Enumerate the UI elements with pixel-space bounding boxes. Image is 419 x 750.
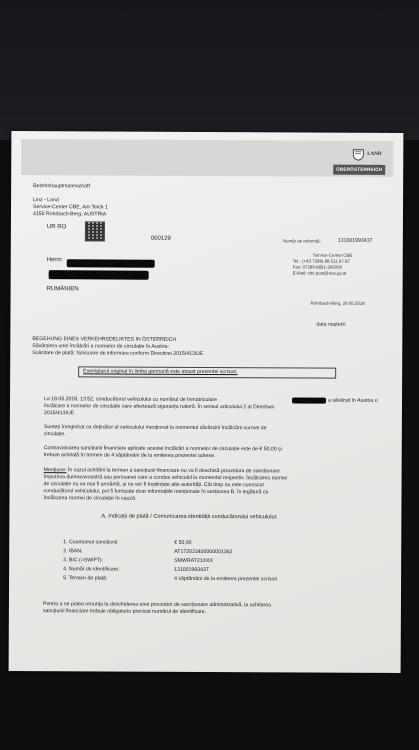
barcode-label: UR RO [46, 224, 67, 231]
paragraph-1-line-2: încălcare a normelor de circulație care afectează siguranța rutieră. În sensul articolului 2 al Directivei [43, 403, 275, 411]
crest-icon [351, 149, 365, 161]
oberoesterreich-logo [333, 147, 385, 181]
footer-line-1: Pentru a se putea renunța la deschiderea unei proceduri de sancționare administrativă, la achitarea [42, 601, 272, 609]
contact-line-3: Fax: 07289-8851-295000 [292, 264, 343, 270]
subject-payment-request: Solicitare de plată: Scrisoare de informare conform Directivei 2015/413/UE [32, 350, 204, 357]
payment-value: SMWRAT21XXX [174, 557, 214, 565]
paragraph-4-line-3: de circulație nu va mai fi urmărită, și nu vor fi înștiințate alte autorități. Cât timp nu este cunoscut [43, 481, 264, 489]
mention-heading: Mențiune: [43, 467, 67, 474]
notice-text: Exemplarul original în limba germană este atașat prezentei scrisori. [83, 368, 238, 376]
payment-value: 4 săptămâni de la emiterea prezentei scrisori [174, 575, 278, 583]
background [0, 0, 419, 140]
paragraph-1-line-1: La 18.05.2018, 13:52, conducătorul vehiculului cu numărul de înmatriculare [43, 396, 218, 404]
payment-label: 2. IBAN: [63, 548, 83, 555]
sender-district: Linz - Land [33, 197, 59, 204]
logo-name-text: OBERÖSTERREICH [333, 165, 385, 175]
recipient-salutation: Herrn [46, 257, 62, 264]
paragraph-4-line-4: conducătorul vehiculului, pot fi furnizate doar informațiile menționate în secțiunea B, în legătură cu [43, 488, 269, 496]
mention-text: În cazul achitării la termen a sancțiunii financiare nu va fi deschisă procedura de sancționare [66, 467, 280, 475]
reference-label: Număr de referință: [282, 238, 321, 244]
paragraph-4-line-5: încălcarea normei de circulație în cauză. [43, 495, 137, 502]
paragraph-3-line-2: trebuie achitată în termen de 4 săptămâni de la emiterea prezentei adrese. [43, 452, 216, 460]
notice-box [78, 366, 336, 378]
sender-authority: Bezirkshauptmannschaft [33, 183, 90, 190]
letter-page [9, 131, 404, 673]
sender-office: Service-Center CBE, Am Teich 1 [33, 204, 108, 211]
subject-german: BEGEHUNG EINES VERKEHRSDELIKTES IN ÖSTERREICH [32, 336, 177, 343]
paragraph-1-line-1b: a săvârșit în Austria o [327, 397, 378, 404]
paragraph-3-line-1: Contravaloarea sancțiunii financiare aplicate acestei încălcări a normelor de circulație este de € 50,00 și [43, 445, 282, 453]
payment-label: 5. Termen de plată: [63, 575, 108, 582]
recipient-country: RUMÄNIEN [46, 286, 79, 293]
payment-label: 3. BIC (=SWIFT): [63, 557, 104, 564]
footer-line-2: sancțiunii financiare trebuie obligatoriu precizat numărul de identificare. [42, 608, 207, 616]
document-number: 000129 [150, 235, 171, 242]
redacted-name [67, 259, 155, 267]
logo-land-text: LAND [367, 151, 382, 157]
payment-value: AT172033400000001362 [174, 548, 233, 556]
payment-label: 4. Număr de identificare: [63, 566, 120, 573]
subject-romanian: Săvârșirea unei încălcări a normelor de circulație în Austria: [32, 343, 169, 350]
qr-code [85, 221, 105, 241]
redacted-plate [292, 397, 326, 403]
contact-line-4: E-Mail: cbe.post@ooe.gv.at [292, 270, 347, 276]
redacted-address [49, 270, 149, 280]
section-a-title: A. Indicații de plată / Comunicarea identității conducătorului vehiculului: [101, 513, 278, 521]
paragraph-4-line-2: împotriva dumneavoastră sau persoanei care a condus vehiculul la momentul respectiv. Încălcarea normei [43, 474, 288, 482]
paragraph-1-line-3: 2015/413/UE . [43, 410, 78, 417]
sender-address: 4150 Rohrbach-Berg, AUSTRIA [32, 211, 107, 218]
place-date: Rohrbach-Berg, 29.05.2018 [310, 300, 365, 306]
reference-value: 131001993437 [337, 237, 373, 244]
contact-line-1: Service-Center CBE [312, 252, 353, 258]
payment-value: 131001993437 [174, 566, 209, 574]
birth-date-label: data nașterii: [316, 321, 347, 328]
paragraph-2-line-1: Sunteți înregistrat ca deținător al vehiculului menționat la momentul săvârșirii încălcării normei de [43, 424, 267, 432]
paragraph-2-line-2: circulație. [43, 431, 66, 438]
payment-label: 1. Cuantumul sancțiunii: [63, 539, 119, 546]
payment-value: € 50,00 [174, 539, 192, 546]
contact-line-2: Tel.: (+43 7289) 88 511 87 87 [292, 258, 350, 264]
